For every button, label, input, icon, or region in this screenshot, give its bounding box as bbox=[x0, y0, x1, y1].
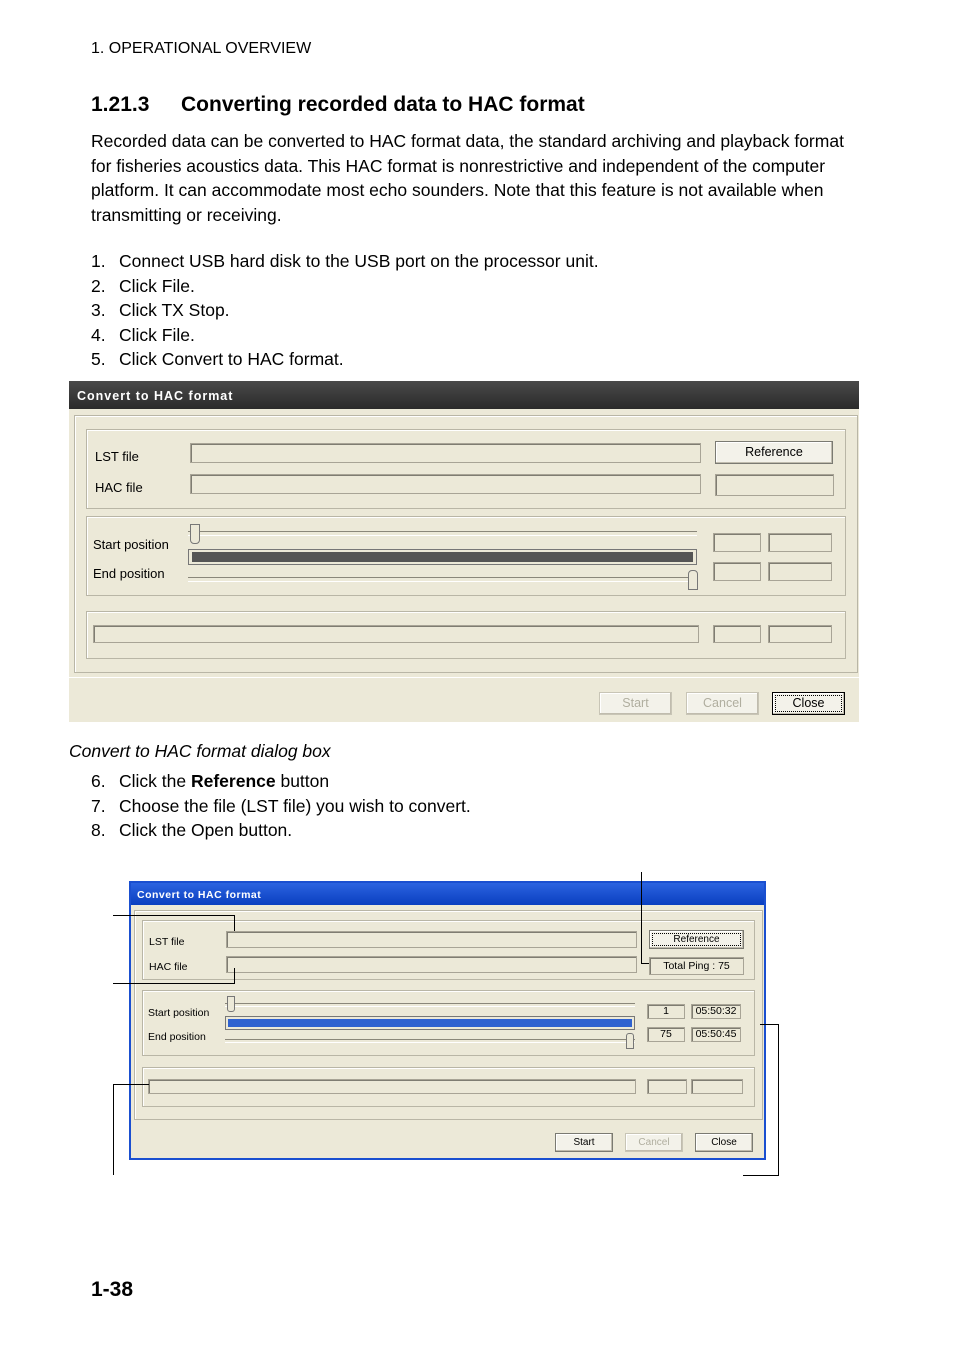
callout-line-total-ping bbox=[641, 872, 642, 964]
list-item: 2. Click File. bbox=[91, 275, 195, 296]
progress-value-field bbox=[647, 1079, 687, 1094]
total-ping-field: Total Ping : 75 bbox=[649, 957, 744, 975]
lst-file-label: LST file bbox=[95, 449, 139, 464]
intro-paragraph: Recorded data can be converted to HAC format data, the standard archiving and playback format for fisheries acoustics data. This HAC format is nonrestrictive and independent of the computer platform. It can accommodate most echo sounders. Note that this feature is not available when transmitting or receiving. bbox=[91, 131, 844, 225]
list-item: 3. Click TX Stop. bbox=[91, 300, 230, 320]
range-bar bbox=[188, 549, 697, 565]
end-slider-handle[interactable] bbox=[688, 570, 698, 590]
start-slider-track[interactable] bbox=[225, 1003, 635, 1007]
end-ping-field bbox=[713, 562, 761, 581]
start-position-label: Start position bbox=[148, 1007, 210, 1019]
cancel-button[interactable]: Cancel bbox=[625, 1133, 683, 1152]
reference-button[interactable]: Reference bbox=[715, 441, 833, 464]
range-bar bbox=[225, 1016, 635, 1030]
list-item: 4. Click File. bbox=[91, 324, 195, 345]
end-time-field: 05:50:45 bbox=[691, 1027, 741, 1042]
start-ping-field: 1 bbox=[647, 1004, 685, 1019]
callout-line-position bbox=[760, 1024, 779, 1025]
running-head: 1. OPERATIONAL OVERVIEW bbox=[91, 40, 312, 57]
section-number: 1.21.3 bbox=[91, 93, 150, 116]
footer-divider bbox=[69, 677, 859, 678]
range-bar-fill bbox=[228, 1019, 632, 1027]
reference-button[interactable]: Reference bbox=[649, 930, 744, 949]
callout-line-position-drop bbox=[778, 1024, 779, 1176]
list-item: 1. Connect USB hard disk to the USB port on the processor unit. bbox=[91, 251, 599, 271]
convert-hac-dialog-blank bbox=[69, 381, 859, 722]
callout-line-hac-drop bbox=[234, 968, 235, 984]
end-position-label: End position bbox=[93, 566, 165, 581]
start-button[interactable]: Start bbox=[555, 1133, 613, 1152]
callout-line-lst bbox=[113, 915, 235, 916]
cancel-button[interactable]: Cancel bbox=[686, 692, 759, 715]
dialog-title-bar: Convert to HAC format bbox=[69, 381, 859, 409]
range-bar-fill bbox=[192, 552, 693, 562]
list-item: 8. Click the Open button. bbox=[91, 820, 293, 840]
section-title: Converting recorded data to HAC format bbox=[181, 93, 585, 116]
start-slider-handle[interactable] bbox=[190, 524, 200, 544]
hac-file-label: HAC file bbox=[149, 961, 188, 973]
start-slider-handle[interactable] bbox=[227, 996, 235, 1012]
steps-list-a bbox=[91, 249, 599, 372]
convert-hac-dialog-filled bbox=[129, 881, 766, 1160]
lst-file-label: LST file bbox=[149, 936, 185, 948]
callout-line-hac bbox=[113, 983, 235, 984]
close-button[interactable]: Close bbox=[772, 692, 845, 715]
close-button[interactable]: Close bbox=[695, 1133, 753, 1152]
callout-line-lst-drop bbox=[234, 915, 235, 931]
callout-line-position-foot bbox=[743, 1175, 779, 1176]
start-ping-field bbox=[713, 533, 761, 552]
list-item: 5. Click Convert to HAC format. bbox=[91, 349, 344, 369]
progress-bar bbox=[93, 625, 699, 643]
start-time-field bbox=[768, 533, 832, 552]
start-time-field: 05:50:32 bbox=[691, 1004, 741, 1019]
end-slider-handle[interactable] bbox=[626, 1033, 634, 1049]
page-number: 1-38 bbox=[91, 1278, 134, 1301]
steps-list-b bbox=[91, 769, 471, 843]
progress-time-field bbox=[768, 625, 832, 643]
section-heading bbox=[91, 93, 585, 117]
list-item: 7. Choose the file (LST file) you wish to convert. bbox=[91, 795, 471, 816]
list-item: 6. Click the Reference button bbox=[91, 771, 330, 791]
figure-caption: Convert to HAC format dialog box bbox=[69, 741, 331, 761]
end-slider-track[interactable] bbox=[188, 577, 697, 582]
progress-time-field bbox=[691, 1079, 743, 1094]
end-ping-field: 75 bbox=[647, 1027, 685, 1042]
lst-file-field[interactable] bbox=[226, 931, 637, 948]
callout-line-progress bbox=[113, 1084, 149, 1085]
hac-file-field[interactable] bbox=[226, 956, 637, 973]
progress-bar bbox=[148, 1079, 636, 1094]
end-slider-track[interactable] bbox=[225, 1039, 635, 1043]
hac-file-field[interactable] bbox=[190, 474, 701, 494]
callout-line-total-ping-tick bbox=[641, 963, 649, 964]
total-ping-field bbox=[715, 474, 834, 496]
start-slider-track[interactable] bbox=[188, 531, 697, 536]
hac-file-label: HAC file bbox=[95, 480, 143, 495]
progress-value-field bbox=[713, 625, 761, 643]
end-position-label: End position bbox=[148, 1031, 206, 1043]
callout-line-progress-drop bbox=[113, 1084, 114, 1175]
start-button[interactable]: Start bbox=[599, 692, 672, 715]
lst-file-field[interactable] bbox=[190, 443, 701, 463]
dialog-title-bar: Convert to HAC format bbox=[131, 883, 764, 905]
end-time-field bbox=[768, 562, 832, 581]
start-position-label: Start position bbox=[93, 537, 169, 552]
